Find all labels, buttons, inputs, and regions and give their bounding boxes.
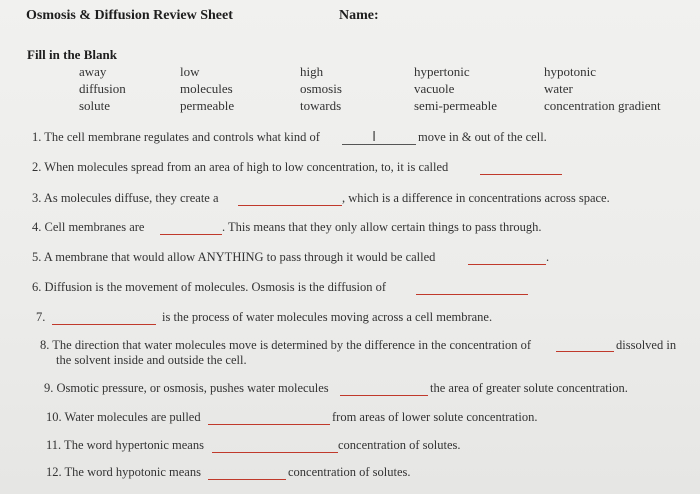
question-1-text-after: move in & out of the cell. — [418, 130, 547, 144]
word-bank-item: concentration gradient — [544, 98, 661, 113]
word-bank-item: hypotonic — [544, 64, 596, 79]
question-5-text: 5. A membrane that would allow ANYTHING to pass through it would be called — [32, 250, 436, 264]
question-6-blank[interactable] — [416, 294, 528, 295]
word-bank-item: semi-permeable — [414, 98, 498, 113]
question-12-blank[interactable] — [208, 479, 286, 480]
question-2-text: 2. When molecules spread from an area of high to low concentration, to, it is called — [32, 160, 449, 174]
word-bank-column-4 — [414, 63, 497, 114]
question-5-text-after: . — [546, 250, 550, 264]
word-bank-item: molecules — [180, 81, 233, 96]
word-bank-item: water — [544, 81, 573, 96]
question-3-text: 3. As molecules diffuse, they create a — [32, 191, 219, 205]
question-7-blank[interactable] — [52, 324, 156, 325]
question-4-text-after: . This means that they only allow certain things to pass through. — [222, 220, 542, 234]
question-12-text-after: concentration of solutes. — [288, 465, 411, 479]
question-8-text-line2: the solvent inside and outside the cell. — [56, 353, 247, 367]
question-2-blank[interactable] — [480, 174, 562, 175]
question-3-blank[interactable] — [238, 205, 342, 206]
question-10-blank[interactable] — [208, 424, 330, 425]
section-title: Fill in the Blank — [27, 47, 117, 62]
question-4-blank[interactable] — [160, 234, 222, 235]
question-9-blank[interactable] — [340, 395, 428, 396]
question-11-text-after: concentration of solutes. — [338, 438, 461, 452]
question-6-text: 6. Diffusion is the movement of molecules. Osmosis is the diffusion of — [32, 280, 387, 294]
word-bank-column-5 — [544, 63, 661, 114]
question-7-number: 7. — [36, 310, 46, 324]
question-8-text-after: dissolved in — [616, 338, 677, 352]
question-3-text-after: , which is a difference in concentrations across space. — [342, 191, 610, 205]
question-12-text: 12. The word hypotonic means — [46, 465, 201, 479]
word-bank-item: vacuole — [414, 81, 455, 96]
question-8-blank[interactable] — [556, 351, 614, 352]
worksheet-title: Osmosis & Diffusion Review Sheet — [26, 8, 233, 23]
word-bank-column-1 — [79, 63, 126, 114]
word-bank-column-3 — [300, 63, 342, 114]
word-bank-item: high — [300, 64, 324, 79]
question-10-text: 10. Water molecules are pulled — [46, 410, 201, 424]
word-bank-item: permeable — [180, 98, 235, 113]
question-10-text-after: from areas of lower solute concentration. — [332, 410, 538, 424]
text-cursor-icon: I — [372, 128, 377, 145]
question-9-text: 9. Osmotic pressure, or osmosis, pushes water molecules — [44, 381, 329, 395]
question-11-text: 11. The word hypertonic means — [46, 438, 204, 452]
word-bank-item: hypertonic — [414, 64, 470, 79]
word-bank-item: osmosis — [300, 81, 342, 96]
question-11-blank[interactable] — [212, 452, 338, 453]
word-bank-item: away — [79, 64, 107, 79]
question-5-blank[interactable] — [468, 264, 546, 265]
question-8-text: 8. The direction that water molecules move is determined by the difference in the concentration of — [40, 338, 532, 352]
word-bank-item: low — [180, 64, 200, 79]
word-bank-item: solute — [79, 98, 111, 113]
question-7-text-after: is the process of water molecules moving across a cell membrane. — [162, 310, 493, 324]
question-9-text-after: the area of greater solute concentration. — [430, 381, 628, 395]
question-1-text: 1. The cell membrane regulates and controls what kind of — [32, 130, 320, 144]
question-4-text: 4. Cell membranes are — [32, 220, 145, 234]
question-1-blank[interactable] — [342, 144, 416, 145]
name-label: Name: — [339, 8, 379, 23]
word-bank-column-2 — [180, 63, 234, 114]
word-bank-item: diffusion — [79, 81, 126, 96]
word-bank-item: towards — [300, 98, 342, 113]
